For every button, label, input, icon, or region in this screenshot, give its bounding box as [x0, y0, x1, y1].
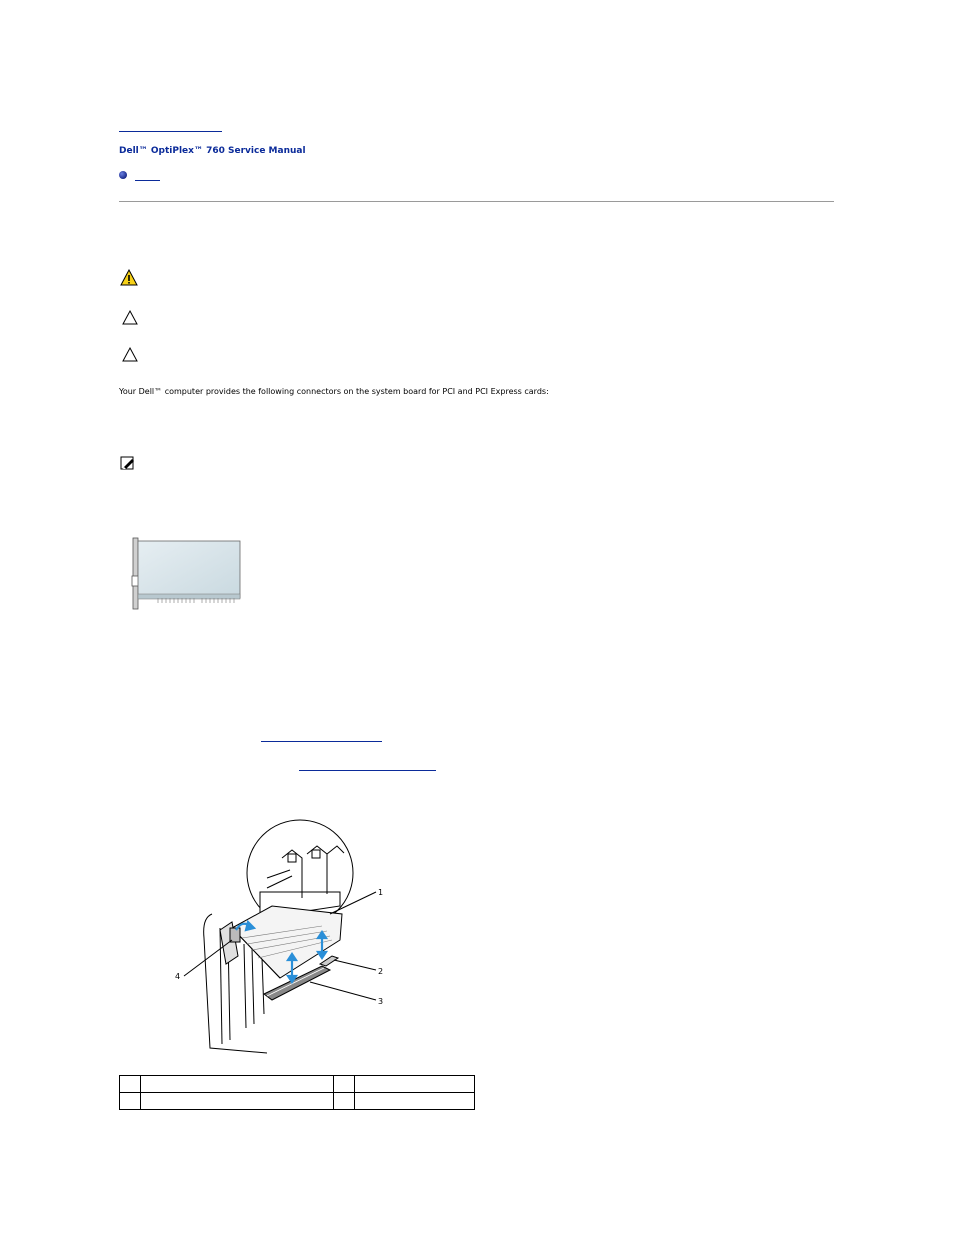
callout-legend-table	[119, 1075, 475, 1110]
table-row	[120, 1093, 475, 1110]
caution-triangle-icon	[121, 309, 139, 327]
manual-title: Dell™ OptiPlex™ 760 Service Manual	[119, 146, 306, 156]
callout-label: 2	[378, 967, 384, 976]
table-cell	[141, 1076, 334, 1093]
card-installation-diagram	[172, 818, 387, 1056]
procedure-link[interactable]	[261, 731, 382, 742]
table-cell	[355, 1076, 475, 1093]
previous-page-link[interactable]	[119, 120, 222, 132]
callout-label: 4	[175, 972, 181, 981]
callout-label: 3	[378, 997, 384, 1006]
header-divider	[119, 201, 834, 202]
note-pencil-icon	[120, 456, 136, 470]
expansion-card-image	[128, 536, 244, 612]
caution-triangle-icon	[121, 346, 139, 364]
table-cell	[334, 1076, 355, 1093]
warning-triangle-icon	[120, 269, 138, 287]
table-cell	[120, 1076, 141, 1093]
table-cell	[120, 1093, 141, 1110]
table-row	[120, 1076, 475, 1093]
table-cell	[334, 1093, 355, 1110]
procedure-link[interactable]	[299, 760, 436, 771]
bullet-icon	[119, 171, 127, 179]
table-cell	[355, 1093, 475, 1110]
table-cell	[141, 1093, 334, 1110]
section-link[interactable]	[135, 170, 160, 181]
intro-paragraph: Your Dell™ computer provides the following connectors on the system board for PCI and PCI Express cards:	[119, 387, 549, 396]
callout-label: 1	[378, 888, 384, 897]
